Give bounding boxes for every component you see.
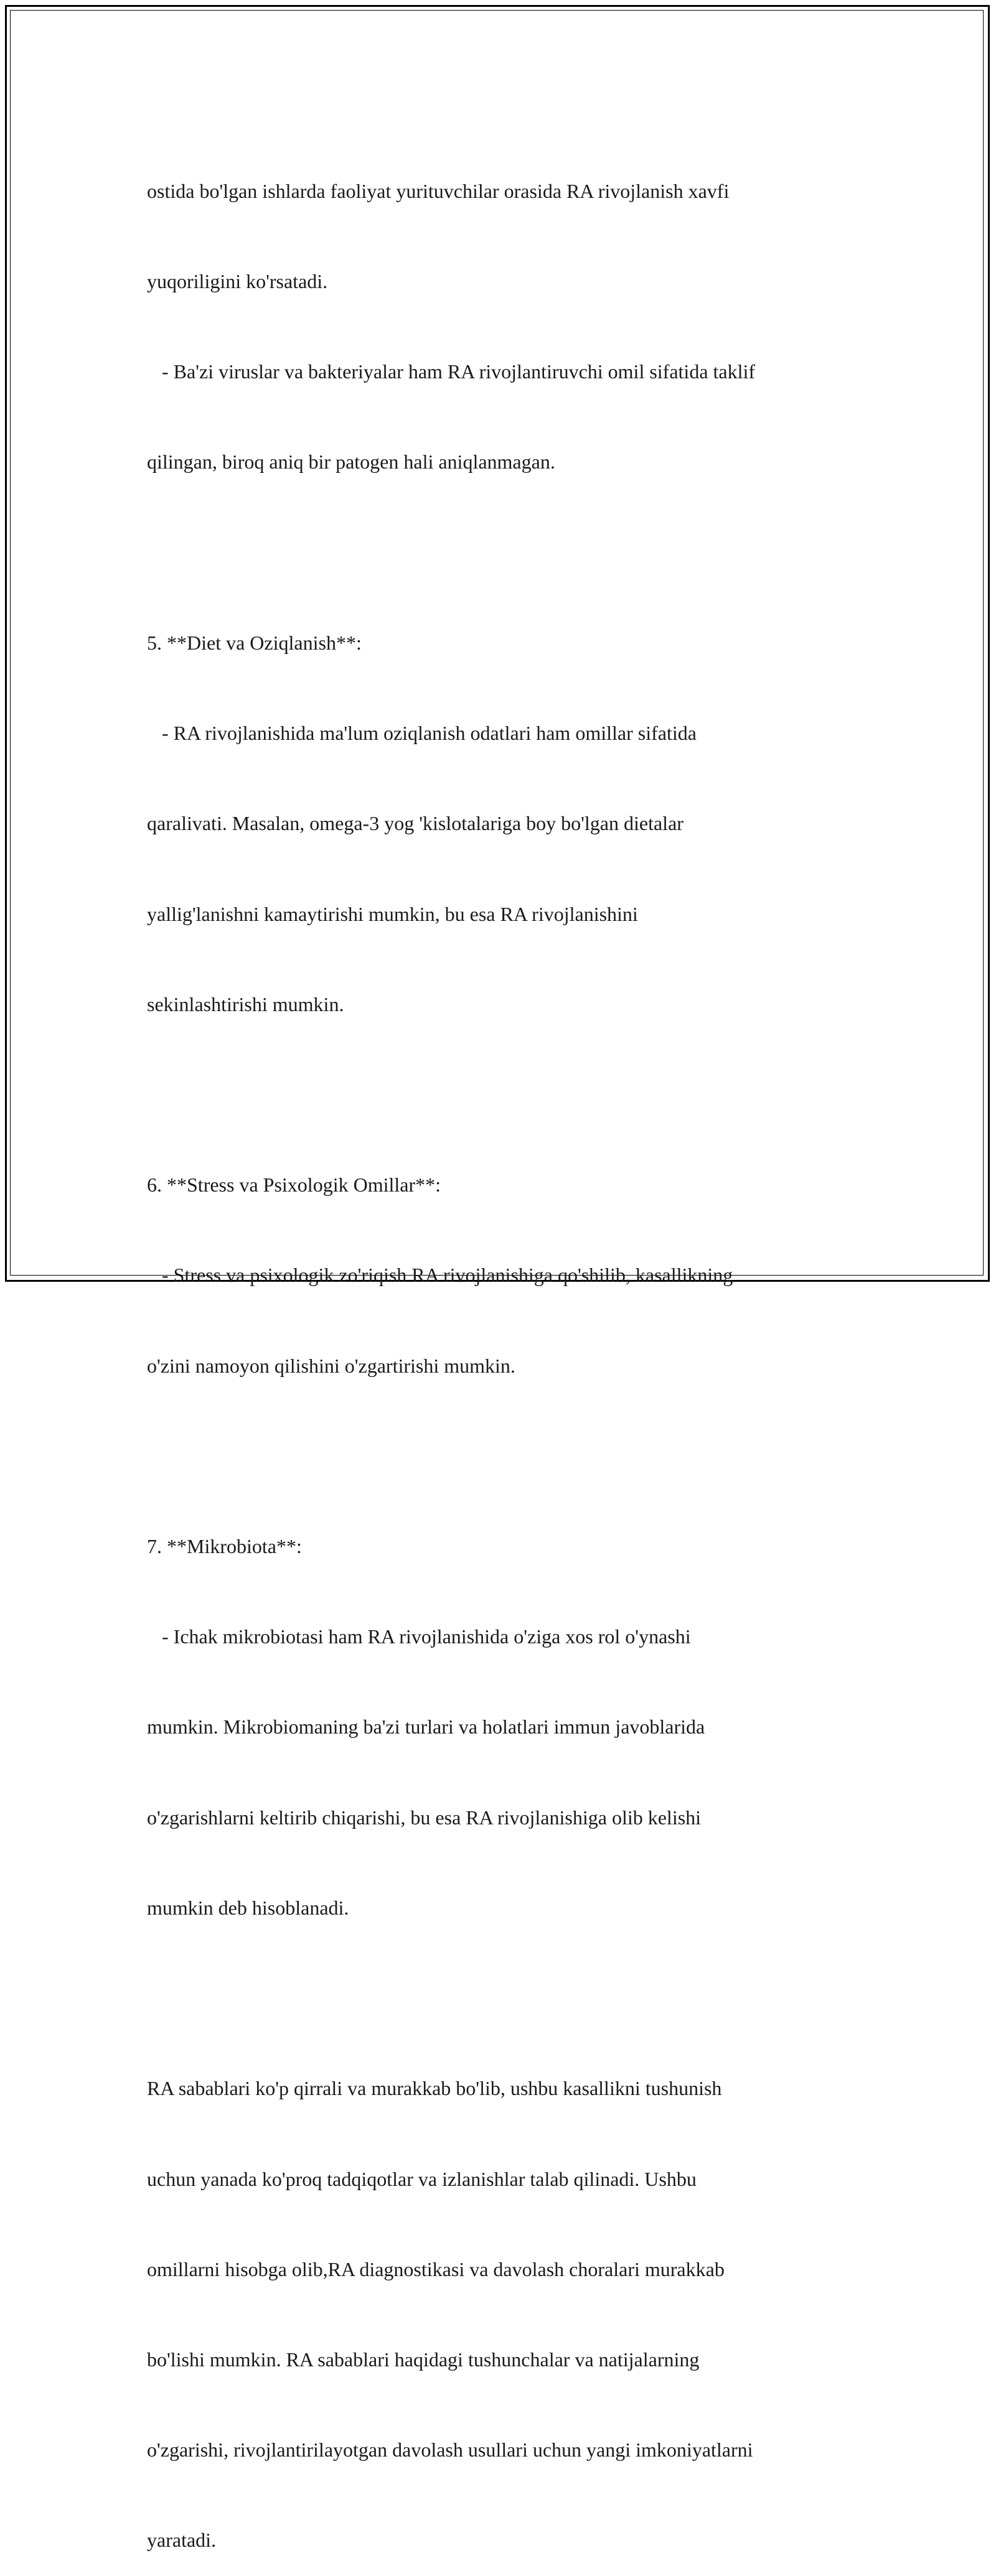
text-line: o'zini namoyon qilishini o'zgartirishi mumkin.	[147, 1354, 515, 1377]
conclusion-line: omillarni hisobga olib,RA diagnostikasi va davolash choralari murakkab	[147, 2257, 725, 2280]
document-body	[147, 116, 857, 2576]
text-line: - Ichak mikrobiotasi ham RA rivojlanishida o'ziga xos rol o'ynashi	[147, 1625, 691, 1648]
blank-line	[147, 1983, 857, 2013]
conclusion-line: RA sabablari ko'p qirrali va murakkab bo'lib, ushbu kasallikni tushunish	[147, 2077, 722, 2100]
blank-line	[147, 1441, 857, 1471]
blank-line	[147, 538, 857, 567]
text-line: sekinlashtirishi mumkin.	[147, 992, 344, 1015]
text-line: - Stress va psixologik zo'riqish RA rivojlanishiga qo'shilib, kasallikning	[147, 1264, 733, 1287]
text-line: o'zgarishlarni keltirib chiqarishi, bu esa RA rivojlanishiga olib kelishi	[147, 1806, 702, 1829]
section-heading-microbiota: 7. **Mikrobiota**:	[147, 1535, 302, 1558]
text-line: mumkin. Mikrobiomaning ba'zi turlari va holatlari immun javoblarida	[147, 1715, 705, 1738]
blank-line	[147, 1080, 857, 1109]
text-line: - RA rivojlanishida ma'lum oziqlanish odatlari ham omillar sifatida	[147, 722, 697, 745]
conclusion-line: o'zgarishi, rivojlantirilayotgan davolash usullari uchun yangi imkoniyatlarni	[147, 2438, 753, 2462]
text-line: - Ba'zi viruslar va bakteriyalar ham RA rivojlantiruvchi omil sifatida taklif	[147, 360, 756, 383]
text-line: ostida bo'lgan ishlarda faoliyat yurituvchilar orasida RA rivojlanish xavfi	[147, 179, 730, 202]
section-heading-stress: 6. **Stress va Psixologik Omillar**:	[147, 1174, 441, 1197]
conclusion-line: yaratadi.	[147, 2529, 217, 2552]
section-heading-diet: 5. **Diet va Oziqlanish**:	[147, 631, 362, 654]
text-line: mumkin deb hisoblanadi.	[147, 1896, 349, 1919]
text-line: qaralivati. Masalan, omega-3 yog 'kislotalariga boy bo'lgan dietalar	[147, 812, 684, 835]
text-line: qilingan, biroq aniq bir patogen hali aniqlanmagan.	[147, 450, 555, 474]
conclusion-line: uchun yanada ko'proq tadqiqotlar va izlanishlar talab qilinadi. Ushbu	[147, 2167, 697, 2190]
conclusion-line: bo'lishi mumkin. RA sabablari haqidagi tushunchalar va natijalarning	[147, 2348, 700, 2371]
text-line: yallig'lanishni kamaytirishi mumkin, bu esa RA rivojlanishini	[147, 902, 638, 925]
text-line: yuqoriligini ko'rsatadi.	[147, 270, 328, 293]
